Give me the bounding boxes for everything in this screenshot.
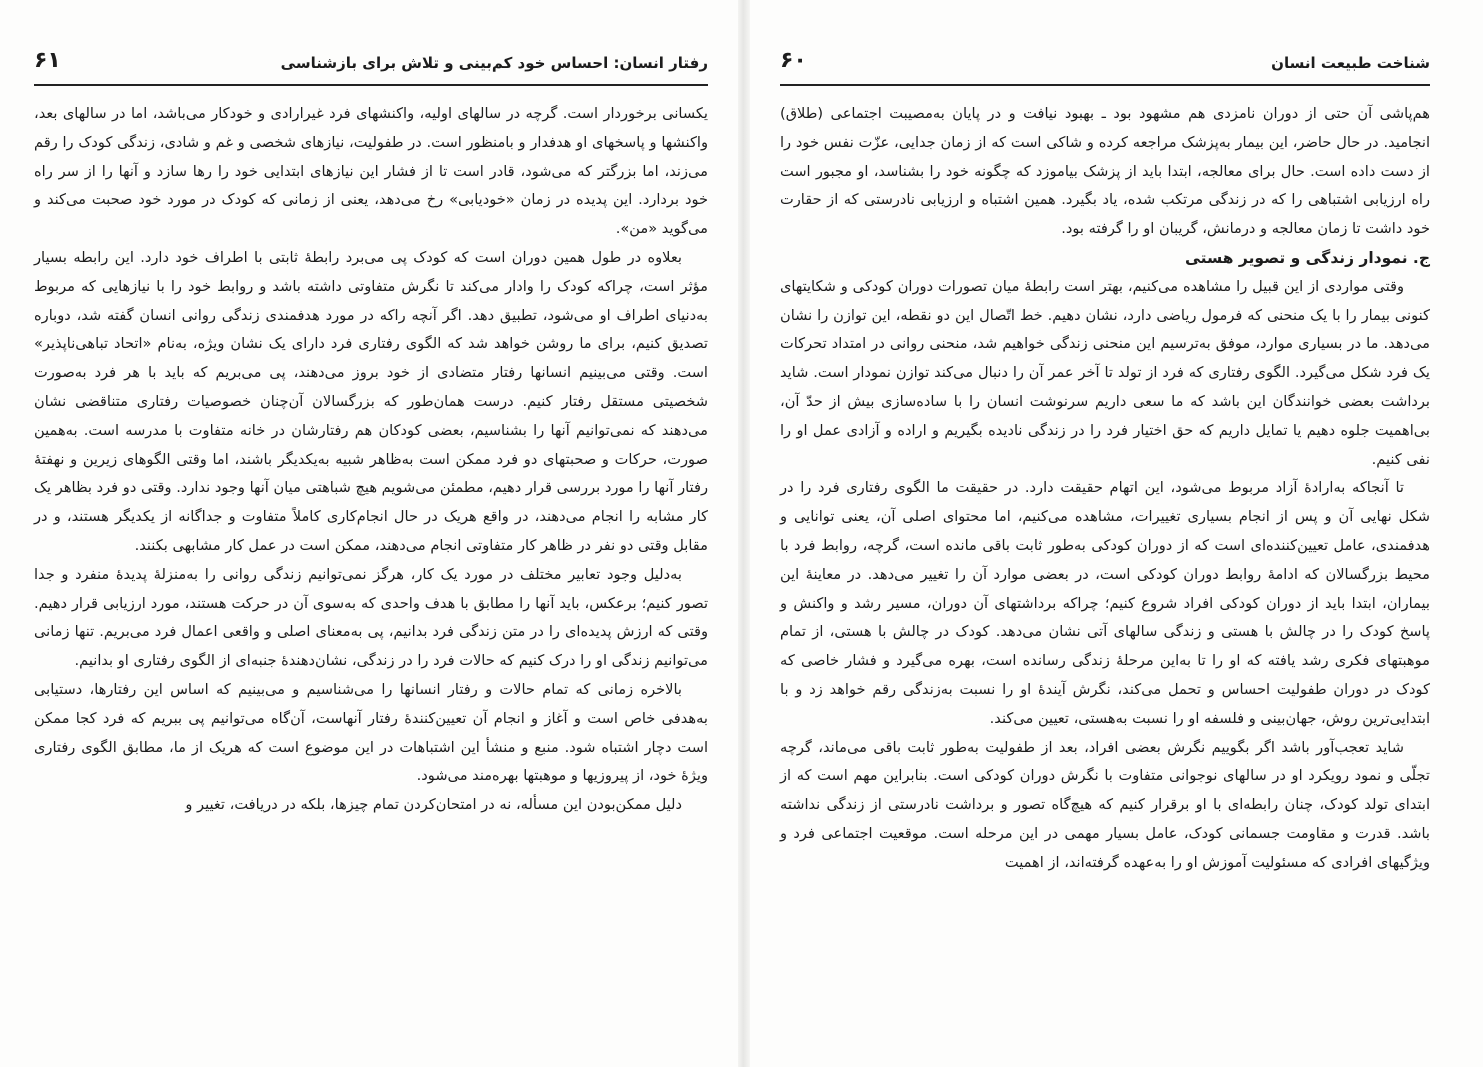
right-paragraph-intro: هم‌پاشی آن حتی از دوران نامزدی هم مشهود بود ـ بهبود نیافت و در پایان به‌مصیبت اجتماعی (طلاق) انجامید. در حال حاضر، این بیمار به‌پزشک مراجعه کرده و شاکی است که از زمان جدایی، عزّت نفس خود را از دست داده است. حال برای معالجه، ابتدا باید از پزشک بیاموزد که چگونه خود را بشناسد، او مجبور است راه ارزیابی اشتباهی را که در زندگی مرتکب شده، یاد بگیرد. همین اشتباه و ارزیابی نادرستی که از حقارت خود داشت تا زمان معالجه و درمانش، گریبان او را گرفته بود. — [780, 105, 1430, 238]
left-page-number: ۶۱ — [34, 48, 61, 73]
right-page — [780, 0, 1430, 1067]
right-paragraph-1: وقتی مواردی از این قبیل را مشاهده می‌کنیم، بهتر است رابطهٔ میان تصورات دوران کودکی و شکایتهای کنونی بیمار را با یک منحنی که فرمول ریاضی دارد، نشان دهیم. خط اتّصال این دو نقطه، این توازن را نشان می‌دهد. ما در بسیاری موارد، موفق به‌ترسیم این منحنی زندگی خواهیم شد، منحنی روانی در امتداد تحرکات یک فرد شکل می‌گیرد. الگوی رفتاری که فرد از تولد تا آخر عمر آن را دنبال می‌کند توازن نمودار است. شاید برداشت بعضی خوانندگان این باشد که ما سعی داریم سرنوشت انسان را با ساده‌سازی بیش از حدّ آن، بی‌اهمیت جلوه دهیم یا تمایل داریم که حق اختیار فرد را در زندگی نادیده بگیریم و اراده و آزادی عمل او را نفی کنیم. — [780, 277, 1430, 468]
left-paragraph-5: دلیل ممکن‌بودن این مسأله، نه در امتحان‌کردن تمام چیزها، بلکه در دریافت، تغییر و — [185, 796, 682, 814]
left-paragraph-2: بعلاوه در طول همین دوران است که کودک پی می‌برد رابطهٔ ثابتی با اطراف خود دارد. این رابطه بسیار مؤثر است، چراکه کودک را وادار می‌کند تا نگرش متفاوتی داشته باشد و روابط خود را با نیازهایی که مربوط به‌دنیای اطراف او می‌شود، تطبیق دهد. اگر آنچه راکه در مورد هدفمندی زندگی روانی انسان گفته شد، دوباره تصدیق کنیم، برای ما روشن خواهد شد که الگوی رفتاری فرد دارای یک نشان ویژه، به‌نام «اتحاد تباهی‌ناپذیر» است. وقتی می‌بینیم انسانها رفتار متضادی از خود بروز می‌دهند، پی می‌بریم که باید با هر فرد به‌صورت شخصیتی مستقل رفتار کنیم. درست همان‌طور که بزرگسالان آن‌چنان خصوصیات رفتاری متناقضی نشان می‌دهند که نمی‌توانیم آنها را بشناسیم، بعضی کودکان هم رفتارشان در خانه متفاوت با مدرسه است. به‌همین صورت، حرکات و صحبتهای دو فرد ممکن است به‌ظاهر شبیه به‌یکدیگر باشند، اما وقتی الگوهای زیرین و نهفتهٔ رفتار آنها را مورد بررسی قرار دهیم، مطمئن می‌شویم هیچ شباهتی میان آنها وجود ندارد. وقتی دو فرد بظاهر یک کار مشابه را انجام می‌دهند، در واقع هریک در حال انجام‌کاری کاملاً متفاوت و جداگانه از یکدیگر هستند، و در مقابل وقتی دو نفر در ظاهر کار متفاوتی انجام می‌دهند، ممکن است در عمل کار مشابهی بکنند. — [34, 248, 708, 554]
left-page — [34, 0, 708, 1067]
left-paragraph-3: به‌دلیل وجود تعابیر مختلف در مورد یک کار، هرگز نمی‌توانیم زندگی روانی را به‌منزلهٔ پدیدهٔ منفرد و جدا تصور کنیم؛ برعکس، باید آنها را مطابق با هدف واحدی که به‌سوی آن در حرکت هستند، مورد ارزیابی قرار دهیم. وقتی که ارزش پدیده‌ای را در متن زندگی فرد بدانیم، پی به‌معنای اصلی و واقعی اعمال فرد می‌بریم. تنها زمانی می‌توانیم زندگی او را درک کنیم که حالات فرد را در زندگی، نشان‌دهندهٔ جنبه‌ای از الگوی رفتاری او بدانیم. — [34, 565, 708, 670]
section-heading: ج. نمودار زندگی و تصویر هستی — [1185, 248, 1430, 267]
right-paragraph-3: شاید تعجب‌آور باشد اگر بگوییم نگرش بعضی افراد، بعد از طفولیت به‌طور ثابت باقی می‌ماند، گرچه تجلّی و نمود رویکرد او در سالهای نوجوانی متفاوت با نگرش دوران کودکی است. بنابراین مهم است که از ابتدای تولد کودک، چنان رابطه‌ای با او برقرار کنیم که هیچ‌گاه تصور و برداشت نادرستی از زندگی نداشته باشد. قدرت و مقاومت جسمانی کودک، عامل بسیار مهمی در این مرحله است. موقعیت اجتماعی فرد و ویژگیهای افرادی که مسئولیت آموزش او را به‌عهده گرفته‌اند، از اهمیت — [780, 738, 1430, 871]
right-page-number: ۶۰ — [780, 48, 807, 73]
right-page-body — [780, 100, 1430, 878]
left-page-header — [34, 44, 708, 86]
book-gutter — [738, 0, 750, 1067]
left-paragraph-4: بالاخره زمانی که تمام حالات و رفتار انسانها را می‌شناسیم و می‌بینیم که اساس این رفتارها، دستیابی به‌هدفی خاص است و آغاز و انجام آن تعیین‌کنندهٔ رفتار آنهاست، آن‌گاه می‌توانیم پی ببریم که فرد کجا ممکن است دچار اشتباه شود. منبع و منشأ این اشتباهات در این موضوع است که هریک از ما، مطابق الگوی رفتاری ویژهٔ خود، از پیروزیها و موهبتها بهره‌مند می‌شود. — [34, 680, 708, 785]
left-page-body — [34, 100, 708, 820]
right-page-header — [780, 44, 1430, 86]
right-paragraph-2: تا آنجاکه به‌ارادهٔ آزاد مربوط می‌شود، این اتهام حقیقت دارد. در حقیقت ما الگوی رفتاری فرد را در شکل نهایی آن و پس از انجام بسیاری تغییرات، مشاهده می‌کنیم، اما محتوای اصلی آن، یعنی توانایی و هدفمندی، عامل تعیین‌کننده‌ای است که از دوران کودکی به‌طور ثابت باقی مانده است، گرچه، روابط فرد با محیط بزرگسالان که ادامهٔ روابط دوران کودکی است، در بعضی موارد آن را تغییر می‌دهد. در معاینهٔ این بیماران، ابتدا باید از دوران کودکی افراد شروع کنیم؛ چراکه برداشتهای آن دوران، مسیر رشد و واکنش و پاسخ کودک را در چالش با هستی و زندگی سالهای آتی نشان می‌دهد. کودک در چالش با هستی، از تمام موهبتهای فکری رشد یافته که او را تا به‌این مرحلهٔ زندگی رسانده است، بهره می‌گیرد و فشار خاصی که کودک در دوران طفولیت احساس و تحمل می‌کند، نگرش آیندهٔ او را نسبت به‌زندگی رقم خواهد زد و با ابتدایی‌ترین روش، جهان‌بینی و فلسفه او را نسبت به‌هستی، تعیین می‌کند. — [780, 479, 1430, 727]
left-running-title: رفتار انسان: احساس خود کم‌بینی و تلاش برای بازشناسی — [280, 54, 708, 72]
left-paragraph-1: یکسانی برخوردار است. گرچه در سالهای اولیه، واکنشهای فرد غیرارادی و خودکار می‌باشد، اما در سالهای بعد، واکنشها و پاسخهای او هدفدار و بامنظور است. در طفولیت، نیازهای شخصی و غم و شادی، زندگی کودک را رقم می‌زند، اما بزرگتر که می‌شود، قادر است تا از فشار این نیازهای ابتدایی خود را رها سازد و آنها را از سر راه خود بردارد. این پدیده در زمان «خودیابی» رخ می‌دهد، یعنی از زمانی که کودک در مورد خود صحبت می‌کند و می‌گوید «من». — [34, 105, 708, 238]
right-running-title: شناخت طبیعت انسان — [1271, 54, 1430, 72]
